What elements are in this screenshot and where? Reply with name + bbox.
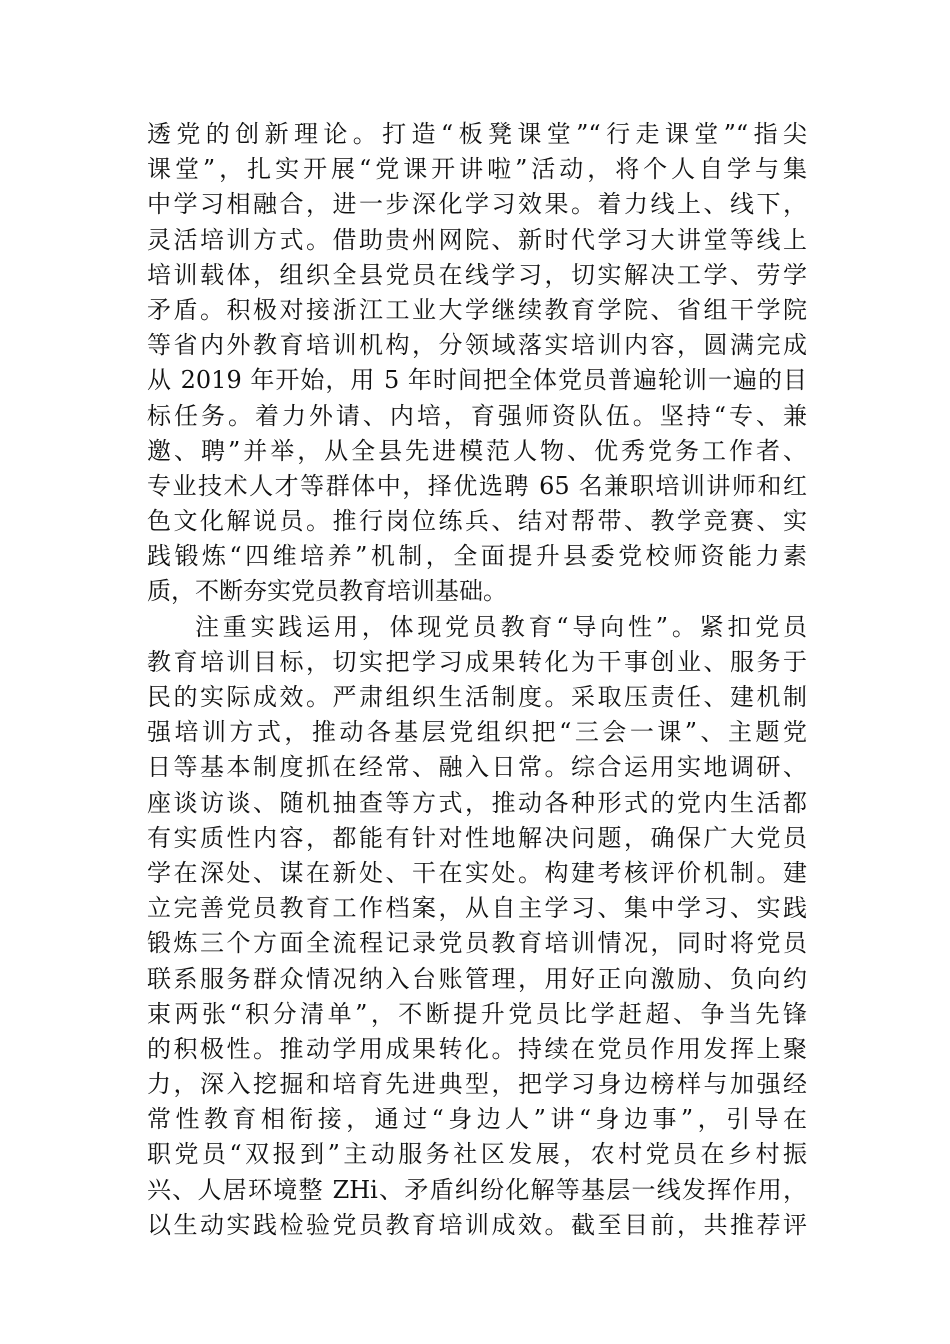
text-line: 锻炼三个方面全流程记录党员教育培训情况，同时将党员	[147, 929, 807, 958]
text-line: 培训载体，组织全县党员在线学习，切实解决工学、劳学	[147, 260, 807, 289]
text-line: 日等基本制度抓在经常、融入日常。综合运用实地调研、	[147, 753, 807, 782]
text-line: 强培训方式，推动各基层党组织把“三会一课”、主题党	[147, 718, 807, 747]
text-line: 质，不断夯实党员教育培训基础。	[147, 577, 507, 606]
text-line: 邀、聘”并举，从全县先进模范人物、优秀党务工作者、	[147, 436, 807, 465]
paragraph-2	[147, 610, 807, 1243]
text-line: 色文化解说员。推行岗位练兵、结对帮带、教学竞赛、实	[147, 507, 807, 536]
text-line: 课堂”，扎实开展“党课开讲啦”活动，将个人自学与集	[147, 155, 807, 184]
text-line: 有实质性内容，都能有针对性地解决问题，确保广大党员	[147, 823, 807, 852]
body-text	[147, 117, 807, 1243]
text-line: 从 2019 年开始，用 5 年时间把全体党员普遍轮训一遍的目	[147, 366, 807, 395]
text-line: 践锻炼“四维培养”机制，全面提升县委党校师资能力素	[147, 542, 807, 571]
text-line: 力，深入挖掘和培育先进典型，把学习身边榜样与加强经	[147, 1070, 807, 1099]
text-line: 专业技术人才等群体中，择优选聘 65 名兼职培训讲师和红	[147, 471, 807, 500]
text-line: 座谈访谈、随机抽查等方式，推动各种形式的党内生活都	[147, 788, 807, 817]
text-line: 的积极性。推动学用成果转化。持续在党员作用发挥上聚	[147, 1034, 807, 1063]
text-line: 透党的创新理论。打造“板凳课堂”“行走课堂”“指尖	[147, 120, 807, 148]
text-line: 灵活培训方式。借助贵州网院、新时代学习大讲堂等线上	[147, 225, 807, 254]
text-line: 民的实际成效。严肃组织生活制度。采取压责任、建机制	[147, 683, 807, 711]
paragraph-1	[147, 117, 807, 610]
text-line: 束两张“积分清单”，不断提升党员比学赶超、争当先锋	[147, 999, 807, 1028]
text-line: 中学习相融合，进一步深化学习效果。着力线上、线下，	[147, 190, 807, 219]
text-line: 兴、人居环境整 ZHi、矛盾纠纷化解等基层一线发挥作用，	[147, 1175, 807, 1204]
text-line: 等省内外教育培训机构，分领域落实培训内容，圆满完成	[147, 331, 807, 360]
text-line: 学在深处、谋在新处、干在实处。构建考核评价机制。建	[147, 858, 807, 887]
text-line: 教育培训目标，切实把学习成果转化为干事创业、服务于	[147, 647, 807, 676]
text-line: 矛盾。积极对接浙江工业大学继续教育学院、省组干学院	[147, 295, 807, 324]
text-line: 联系服务群众情况纳入台账管理，用好正向激励、负向约	[147, 964, 807, 993]
text-line: 以生动实践检验党员教育培训成效。截至目前，共推荐评	[147, 1210, 807, 1239]
text-line: 标任务。着力外请、内培，育强师资队伍。坚持“专、兼	[147, 401, 807, 430]
text-line: 常性教育相衔接，通过“身边人”讲“身边事”，引导在	[147, 1105, 807, 1134]
text-line: 立完善党员教育工作档案，从自主学习、集中学习、实践	[147, 894, 807, 923]
text-line: 注重实践运用，体现党员教育“导向性”。紧扣党员	[195, 612, 807, 641]
text-line: 职党员“双报到”主动服务社区发展，农村党员在乡村振	[147, 1140, 807, 1169]
